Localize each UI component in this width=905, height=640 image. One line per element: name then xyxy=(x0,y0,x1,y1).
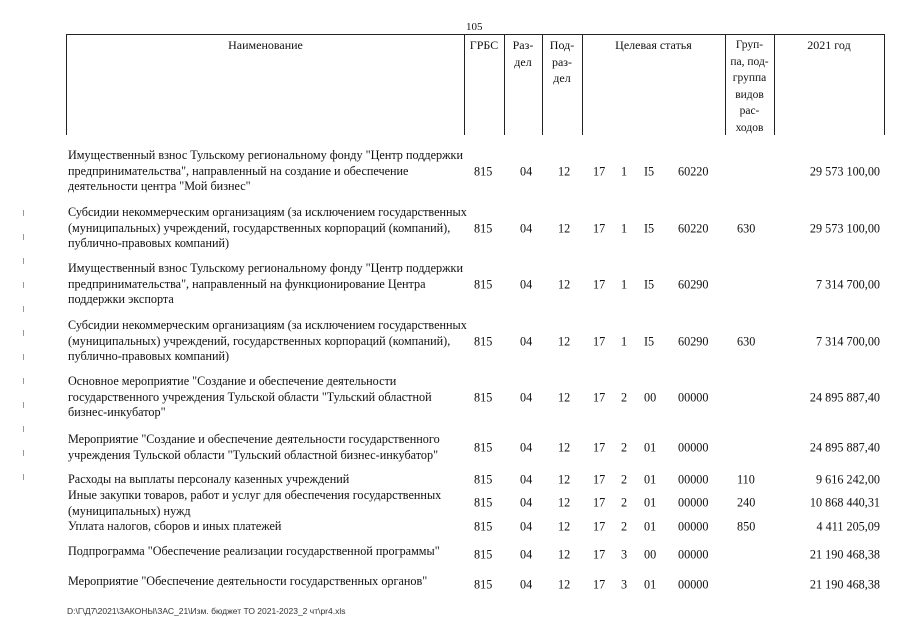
header-razdel: Раз- дел xyxy=(512,38,534,69)
row-c3: 01 xyxy=(644,495,657,510)
table-row xyxy=(68,544,880,566)
row-c4: 00000 xyxy=(678,390,709,405)
row-c2: 2 xyxy=(621,440,628,455)
table-row xyxy=(68,519,880,535)
row-c2: 3 xyxy=(621,547,628,562)
page-number: 105 xyxy=(466,21,483,33)
row-amount: 7 314 700,00 xyxy=(816,277,880,292)
row-amount: 4 411 205,09 xyxy=(816,519,880,534)
row-pr: 12 xyxy=(558,164,571,179)
row-grbs: 815 xyxy=(474,577,493,592)
row-c1: 17 xyxy=(593,221,606,236)
table-row xyxy=(68,205,880,253)
row-name: Иные закупки товаров, работ и услуг для обеспечения государственных (муниципальных) нужд xyxy=(68,488,442,518)
row-c2: 3 xyxy=(621,577,628,592)
row-amount: 24 895 887,40 xyxy=(809,440,880,455)
row-rz: 04 xyxy=(520,519,533,534)
row-amount: 21 190 468,38 xyxy=(809,577,880,592)
row-c2: 1 xyxy=(621,221,628,236)
row-name: Уплата налогов, сборов и иных платежей xyxy=(68,519,282,533)
row-c1: 17 xyxy=(593,164,606,179)
row-c2: 2 xyxy=(621,519,628,534)
row-pr: 12 xyxy=(558,440,571,455)
row-c4: 60290 xyxy=(678,277,709,292)
row-name: Мероприятие "Обеспечение деятельности государственных органов" xyxy=(68,574,428,588)
row-rz: 04 xyxy=(520,277,533,292)
row-name: Подпрограмма "Обеспечение реализации государственной программы" xyxy=(68,544,440,558)
row-c2: 1 xyxy=(621,164,628,179)
row-rz: 04 xyxy=(520,390,533,405)
row-name: Мероприятие "Создание и обеспечение деятельности государственного учреждения Тульской области "Тульский областной бизнес-инкубатор" xyxy=(68,432,440,462)
row-c4: 00000 xyxy=(678,577,709,592)
row-grbs: 815 xyxy=(474,334,493,349)
row-vr: 850 xyxy=(737,519,756,534)
row-rz: 04 xyxy=(520,334,533,349)
row-vr: 630 xyxy=(737,334,756,349)
row-c3: 01 xyxy=(644,577,657,592)
row-name: Субсидии некоммерческим организациям (за исключением государственных (муниципальных) учреждений, государственных корпораций (компаний), публично-правовых компаний) xyxy=(68,205,467,250)
row-c1: 17 xyxy=(593,519,606,534)
row-c4: 00000 xyxy=(678,440,709,455)
row-c3: 00 xyxy=(644,390,657,405)
row-c3: I5 xyxy=(644,277,655,292)
header-name: Наименование xyxy=(228,38,303,52)
row-rz: 04 xyxy=(520,440,533,455)
row-rz: 04 xyxy=(520,221,533,236)
row-c3: 00 xyxy=(644,547,657,562)
row-grbs: 815 xyxy=(474,472,493,487)
table-row xyxy=(68,574,880,596)
header-grbs: ГРБС xyxy=(469,38,499,52)
row-c4: 00000 xyxy=(678,519,709,534)
header-vid-rashodov: Груп- па, под- группа видов рас- ходов xyxy=(730,39,769,134)
row-c2: 2 xyxy=(621,390,628,405)
row-grbs: 815 xyxy=(474,440,493,455)
table-row xyxy=(68,374,880,422)
row-pr: 12 xyxy=(558,390,571,405)
row-c1: 17 xyxy=(593,334,606,349)
row-name: Имущественный взнос Тульскому региональному фонду "Центр поддержки предпринимательства", направленный на функционирование Центра поддержки экспорта xyxy=(68,261,463,306)
row-name: Основное мероприятие "Создание и обеспечение деятельности государственного учреждения Тульской области "Тульский областной бизнес-инкубатор" xyxy=(68,374,432,419)
margin-marks xyxy=(23,210,25,510)
row-c3: 01 xyxy=(644,472,657,487)
row-c2: 1 xyxy=(621,277,628,292)
header-celevaya-statya: Целевая статья xyxy=(615,38,692,52)
row-pr: 12 xyxy=(558,495,571,510)
row-c3: I5 xyxy=(644,334,655,349)
row-c3: I5 xyxy=(644,221,655,236)
row-c1: 17 xyxy=(593,547,606,562)
header-year-2021: 2021 год xyxy=(807,38,851,52)
row-c4: 00000 xyxy=(678,547,709,562)
row-c4: 60220 xyxy=(678,221,709,236)
row-c3: 01 xyxy=(644,440,657,455)
row-amount: 10 868 440,31 xyxy=(809,495,880,510)
file-path-footer: D:\Г\Д7\2021\ЗАКОНЫ\ЗАС_21\Изм. бюджет ТО 2021-2023_2 чт\pr4.xls xyxy=(67,606,346,616)
row-grbs: 815 xyxy=(474,164,493,179)
row-rz: 04 xyxy=(520,472,533,487)
row-c2: 2 xyxy=(621,472,628,487)
row-pr: 12 xyxy=(558,472,571,487)
row-grbs: 815 xyxy=(474,495,493,510)
row-name: Имущественный взнос Тульскому региональному фонду "Центр поддержки предпринимательства", направленный на создание и обеспечение деятельности центра "Мой бизнес" xyxy=(68,148,463,193)
row-c1: 17 xyxy=(593,577,606,592)
row-vr: 630 xyxy=(737,221,756,236)
row-grbs: 815 xyxy=(474,277,493,292)
row-pr: 12 xyxy=(558,519,571,534)
row-c2: 2 xyxy=(621,495,628,510)
row-c1: 17 xyxy=(593,472,606,487)
row-c3: 01 xyxy=(644,519,657,534)
row-c1: 17 xyxy=(593,390,606,405)
row-pr: 12 xyxy=(558,277,571,292)
row-grbs: 815 xyxy=(474,519,493,534)
table-row xyxy=(68,261,880,309)
row-amount: 24 895 887,40 xyxy=(809,390,880,405)
header-podrazdel: Под- раз- дел xyxy=(549,38,575,85)
table-row xyxy=(68,488,880,518)
row-amount: 7 314 700,00 xyxy=(816,334,880,349)
table-row xyxy=(68,318,880,366)
row-pr: 12 xyxy=(558,221,571,236)
row-name: Субсидии некоммерческим организациям (за исключением государственных (муниципальных) учреждений, государственных корпораций (компаний), публично-правовых компаний) xyxy=(68,318,467,363)
row-amount: 21 190 468,38 xyxy=(809,547,880,562)
row-vr: 110 xyxy=(737,472,755,487)
row-c4: 60290 xyxy=(678,334,709,349)
table-header xyxy=(66,34,885,135)
row-c1: 17 xyxy=(593,495,606,510)
table-row xyxy=(68,148,880,196)
row-vr: 240 xyxy=(737,495,756,510)
row-pr: 12 xyxy=(558,577,571,592)
row-name: Расходы на выплаты персоналу казенных учреждений xyxy=(68,472,350,486)
row-pr: 12 xyxy=(558,547,571,562)
row-c2: 1 xyxy=(621,334,628,349)
row-pr: 12 xyxy=(558,334,571,349)
row-c4: 00000 xyxy=(678,495,709,510)
row-c4: 00000 xyxy=(678,472,709,487)
table-row xyxy=(68,472,880,488)
row-rz: 04 xyxy=(520,577,533,592)
row-amount: 9 616 242,00 xyxy=(816,472,880,487)
table-row xyxy=(68,432,880,464)
row-amount: 29 573 100,00 xyxy=(809,164,880,179)
row-grbs: 815 xyxy=(474,390,493,405)
row-rz: 04 xyxy=(520,495,533,510)
row-rz: 04 xyxy=(520,547,533,562)
row-c4: 60220 xyxy=(678,164,709,179)
row-grbs: 815 xyxy=(474,547,493,562)
row-c1: 17 xyxy=(593,277,606,292)
row-grbs: 815 xyxy=(474,221,493,236)
row-c3: I5 xyxy=(644,164,655,179)
row-c1: 17 xyxy=(593,440,606,455)
row-rz: 04 xyxy=(520,164,533,179)
row-amount: 29 573 100,00 xyxy=(809,221,880,236)
